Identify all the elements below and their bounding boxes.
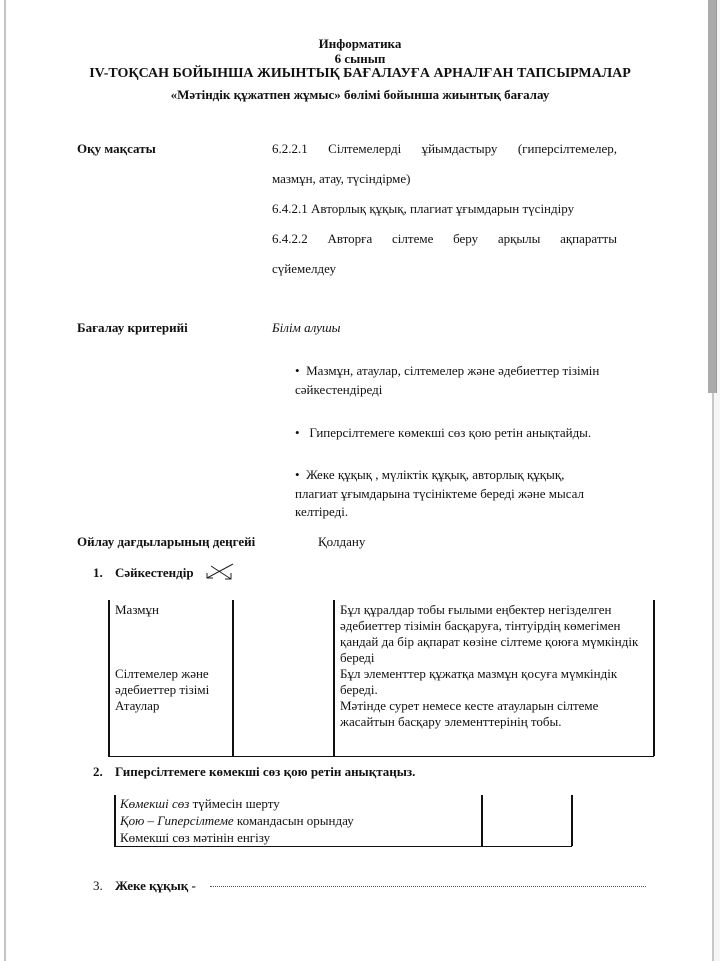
page-edge-left <box>4 0 6 961</box>
matching-arrows-icon <box>205 562 235 582</box>
step-text: командасын орындау <box>233 813 354 828</box>
objective-1-line2: мазмұн, атау, түсіндірме) <box>272 171 411 186</box>
learning-objectives-label: Оқу мақсаты <box>77 141 156 156</box>
table-border <box>232 600 234 756</box>
subject-heading: Информатика <box>318 36 402 51</box>
step-text: Көмекші сөз мәтінін енгізу <box>120 830 271 845</box>
thinking-level-label: Ойлау дағдыларының деңгейі <box>77 534 256 549</box>
word: 6.4.2.2 <box>272 231 308 246</box>
criteria-item-1 <box>295 363 599 379</box>
word: 6.2.2.1 <box>272 141 308 156</box>
objective-3-line2: сүйемелдеу <box>272 261 337 276</box>
table-border <box>114 795 116 846</box>
word: Сілтемелерді <box>328 141 402 156</box>
word: арқылы <box>497 231 541 246</box>
step-row <box>120 829 270 846</box>
criteria-line: Мазмұн, атаулар, сілтемелер және әдебиеттер тізімін <box>306 363 600 378</box>
step-row <box>120 795 280 812</box>
matching-table <box>108 600 654 757</box>
criteria-line: Жеке құқық , мүліктік құқық, авторлық құқық, <box>306 467 565 482</box>
table-border <box>333 600 335 756</box>
step-text: түймесін шерту <box>189 796 280 811</box>
task1-number: 1. <box>93 565 103 580</box>
order-answer-cell[interactable] <box>484 795 570 811</box>
order-answer-cell[interactable] <box>484 812 570 828</box>
answer-cell[interactable] <box>235 602 331 662</box>
answer-cell[interactable] <box>235 666 331 696</box>
word: ұйымдастыру <box>421 141 498 156</box>
bullet-icon: • <box>295 363 300 378</box>
word: беру <box>453 231 479 246</box>
step-italic: Көмекші сөз <box>120 796 190 811</box>
task3-title: Жеке құқық - <box>115 878 196 893</box>
criteria-item-3 <box>295 467 564 483</box>
definition-cell: Бұл элементтер құжатқа мазмұн қосуға мүмкіндік береді. <box>340 666 618 697</box>
criteria-item-3-line3: келтіреді. <box>295 504 349 519</box>
table-border <box>653 600 655 756</box>
step-row <box>120 812 354 829</box>
objective-2: 6.4.2.1 Авторлық құқық, плагиат ұғымдарын түсіндіру <box>272 201 575 216</box>
document-subtitle: «Мәтіндік құжатпен жұмыс» бөлімі бойынша жиынтық бағалау <box>170 87 550 102</box>
task2-title: Гиперсілтемеге көмекші сөз қою ретін анықтаңыз. <box>115 764 416 779</box>
term-cell: Сілтемелер және әдебиеттер тізімі <box>115 666 210 697</box>
criteria-intro: Білім алушы <box>272 320 341 335</box>
word: Авторға <box>327 231 373 246</box>
word: сілтеме <box>392 231 434 246</box>
criteria-line: Гиперсілтемеге көмекші сөз қою ретін анықтайды. <box>309 425 592 440</box>
objective-3-line1 <box>272 231 617 247</box>
criteria-item-3-line2: плагиат ұғымдарына түсініктеме береді және мысал <box>295 486 585 501</box>
term-cell: Атаулар <box>115 698 160 713</box>
bullet-icon: • <box>295 425 300 440</box>
answer-cell[interactable] <box>235 698 331 753</box>
step-italic: Қою – Гиперсілтеме <box>120 813 234 828</box>
table-border <box>571 795 573 846</box>
task1-title: Сәйкестендір <box>115 565 194 580</box>
task2-number: 2. <box>93 764 103 779</box>
order-answer-cell[interactable] <box>484 829 570 845</box>
term-cell: Мазмұн <box>115 602 159 617</box>
thinking-level-value: Қолдану <box>318 534 366 549</box>
table-border <box>108 600 110 756</box>
bullet-icon: • <box>295 467 300 482</box>
document-title: IV-ТОҚСАН БОЙЫНША ЖИЫНТЫҚ БАҒАЛАУҒА АРНАЛҒАН ТАПСЫРМАЛАР <box>89 66 631 81</box>
grade-heading: 6 сынып <box>334 51 386 66</box>
word: (гиперсілтемелер, <box>517 141 617 156</box>
criteria-item-1-line2: сәйкестендіреді <box>295 382 383 397</box>
task3-answer-line[interactable] <box>210 876 646 887</box>
definition-cell: Бұл құралдар тобы ғылыми еңбектер негізделген әдебиеттер тізімін басқаруға, тінтуірдің көмегімен қандай да бір ақпарат көзіне сілтеме қоюға мүмкіндік береді <box>340 602 639 665</box>
word: ақпаратты <box>560 231 617 246</box>
assessment-criteria-label: Бағалау критерийі <box>77 320 188 335</box>
table-border <box>481 795 483 846</box>
ordering-table <box>114 795 572 847</box>
task3-number: 3. <box>93 878 103 893</box>
criteria-item-2 <box>295 425 591 441</box>
objective-1-line1 <box>272 141 617 157</box>
definition-cell: Мәтінде сурет немесе кесте атауларын сілтеме жасайтын басқару элементтерінің тобы. <box>340 698 599 729</box>
